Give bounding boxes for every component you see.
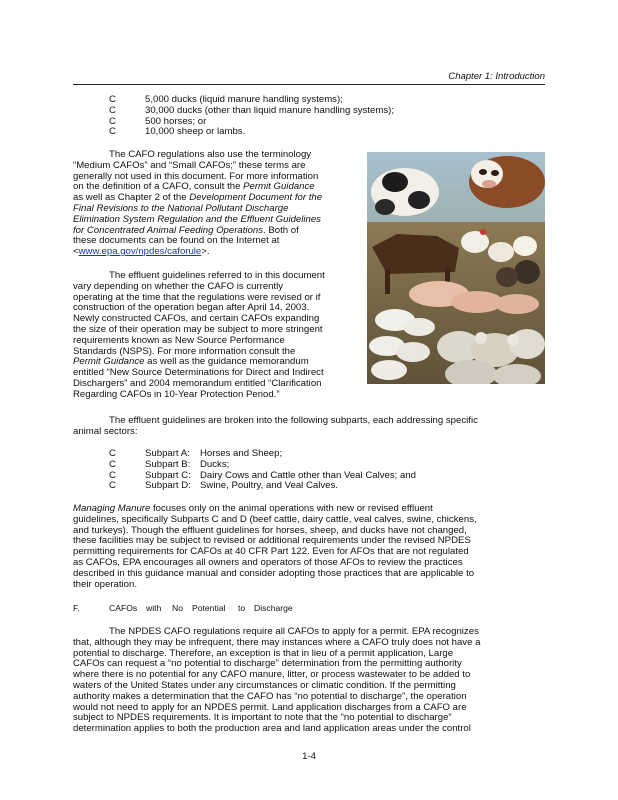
chapter-header [73, 70, 545, 85]
list-item: C 30,000 ducks (other than liquid manure handling systems); [109, 104, 395, 116]
list-item: C Subpart D: Swine, Poultry, and Veal Calves. [109, 480, 338, 492]
paragraph-effluent-guidelines: The effluent guidelines referred to in this document vary depending on whether the CAFO is currently operating at the time that the regulations were revised or if construction of the operation began after April 14, 2003. Newly constructed CAFOs, and certain CAFOs expanding the size of their operation may be subject to more stringent requirements known as New Source Performance Standards (NSPS). For more information consult the Permit Guidance as well as the guidance memorandum entitled “New Source Determinations for Direct and Indirect Dischargers” and 2004 memorandum entitled “Clarification Regarding CAFOs in 10-Year Protection Period.” [73, 270, 325, 400]
list-item: C 5,000 ducks (liquid manure handling systems); [109, 94, 343, 105]
paragraph-subparts-intro: The effluent guidelines are broken into the following subparts, each addressing specific animal sectors: [73, 415, 478, 437]
subparts-list [109, 449, 416, 492]
section-heading: F. CAFOs with No Potential to Discharge [73, 603, 293, 613]
livestock-photo-collage [367, 152, 545, 384]
animal-list [109, 95, 394, 138]
page-number: 1-4 [302, 751, 316, 762]
list-item: C Subpart C: Dairy Cows and Cattle other than Veal Calves; and [109, 469, 416, 481]
list-item: C Subpart A: Horses and Sheep; [109, 448, 283, 459]
paragraph-no-potential: The NPDES CAFO regulations require all CAFOs to apply for a permit. EPA recognizes that, although they may be infrequent, there may instances where a CAFO truly does not have a potential to discharge. Therefore, an exception is that in lieu of a permit application, Large CAFOs can request a “no potential to discharge” determination from the permitting authority where there is no potential for any CAFO manure, litter, or process wastewater to be added to waters of the United States under any circumstances or climatic condition. If the permitting authority makes a determination that the CAFO has “no potential to discharge”, the operation would not need to apply for an NPDES permit. Land application discharges from a CAFO are subject to NPDES requirements. It is important to note that the “no potential to discharge” determination applies to both the production area and land application areas under the control [73, 626, 481, 735]
chapter-label: Chapter 1: Introduction [448, 71, 545, 82]
list-item: C 500 horses; or [109, 115, 207, 127]
caforule-link[interactable]: www.epa.gov/npdes/caforule [78, 246, 202, 258]
list-item: C Subpart B: Ducks; [109, 458, 230, 470]
paragraph-terminology: The CAFO regulations also use the terminology “Medium CAFOs” and “Small CAFOs;” these terms are generally not used in this document. For more information on the definition of a CAFO, consult the Permit Guidance as well as Chapter 2 of the Development Document for the Final Revisions to the National Pollutant Discharge Elimination System Regulation and the Effluent Guidelines for Concentrated Animal Feeding Operations. Both of these documents can be found on the Internet at <www.epa.gov/npdes/caforule>. [73, 149, 323, 258]
list-item: C 10,000 sheep or lambs. [109, 126, 246, 138]
paragraph-managing-manure: Managing Manure focuses only on the animal operations with new or revised effluent guidelines, specifically Subparts C and D (beef cattle, dairy cattle, veal calves, swine, chickens, and turkeys). Though the effluent guidelines for horses, sheep, and ducks have not changed, these facilities may be subject to revised or additional requirements under the revised NPDES permitting requirements for CAFOs at 40 CFR Part 122. Even for AFOs that are not regulated as CAFOs, EPA encourages all owners and operators of those AFOs to review the practices described in this guidance manual and consider adopting those practices that are applicable to their operation. [73, 503, 477, 590]
